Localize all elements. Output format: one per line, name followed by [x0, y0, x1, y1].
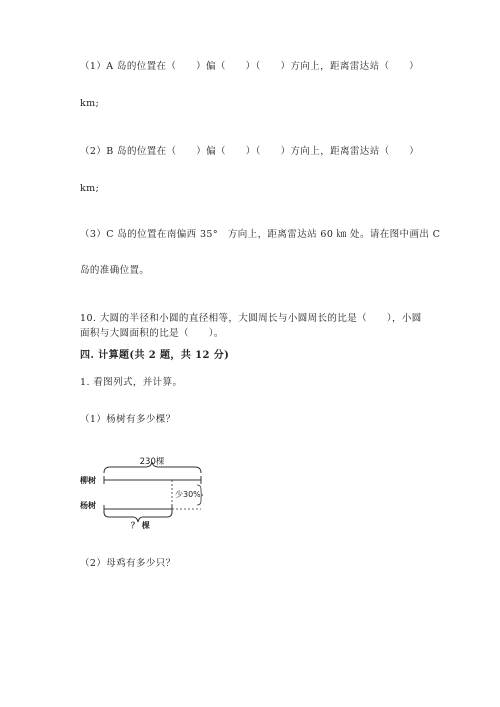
calc-subquestion-1: （1）杨树有多少棵？: [80, 414, 176, 425]
question-1-unit: km;: [80, 98, 100, 109]
question-10-line-1: 10. 大圆的半径和小圆的直径相等，大圆周长与小圆周长的比是（ ），小圆: [80, 313, 422, 324]
willow-row-label: 柳树: [80, 476, 96, 485]
question-2-unit: km;: [80, 183, 100, 194]
question-2-text: （2）B 岛的位置在（ ）偏（ ）（ ）方向上，距离雷达站（ ）: [80, 146, 420, 157]
calc-subquestion-2: （2）母鸡有多少只？: [80, 558, 176, 569]
question-1-text: （1）A 岛的位置在（ ）偏（ ）（ ）方向上，距离雷达站（ ）: [80, 61, 420, 72]
calc-item-1: 1. 看图列式，并计算。: [80, 377, 183, 388]
difference-label: 少30%: [175, 490, 201, 499]
question-3-continuation: 岛的准确位置。: [80, 265, 150, 276]
question-10-line-2: 面积与大圆面积的比是（ ）。: [80, 328, 224, 339]
bottom-brace-label: ？ 棵: [131, 521, 150, 530]
top-brace-label: 230棵: [139, 457, 165, 467]
poplar-row-label: 杨树: [80, 501, 96, 510]
section-4-title: 四. 计算题(共 2 题，共 12 分): [80, 350, 230, 361]
question-3-text: （3）C 岛的位置在南偏西 35° 方向上，距离雷达站 60 ㎞ 处。请在图中画出 C: [80, 229, 441, 240]
